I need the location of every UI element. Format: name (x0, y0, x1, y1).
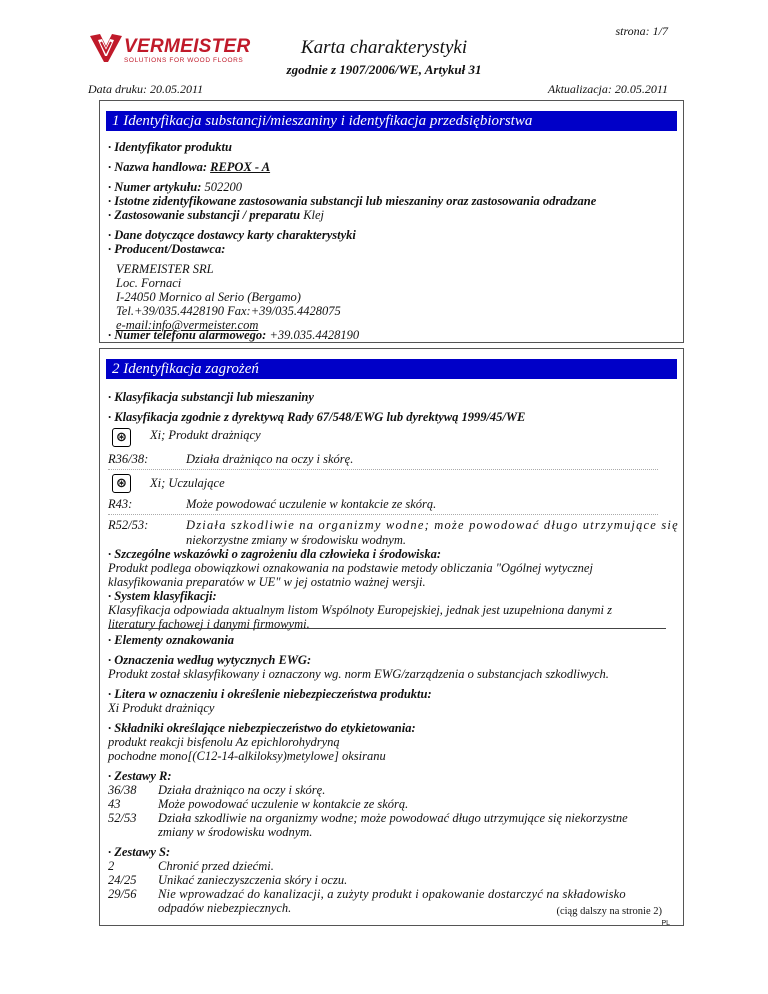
r52-code: R52/53: (108, 518, 149, 532)
update-date: Aktualizacja: 20.05.2011 (547, 82, 668, 96)
r-phrase-code: 43 (108, 797, 121, 811)
s-phrases-label: · Zestawy S: (108, 845, 171, 859)
special-hazards-label: · Szczególne wskazówki o zagrożeniu dla człowieka i środowiska: (108, 547, 442, 561)
supplier-details: · Dane dotyczące dostawcy karty charakterystyki (108, 228, 356, 242)
directive-heading: · Klasyfikacja zgodnie z dyrektywą Rady 67/548/EWG lub dyrektywą 1999/45/WE (108, 410, 526, 424)
section-1-title: 1 Identyfikacja substancji/mieszaniny i identyfikacja przedsiębiorstwa (106, 111, 677, 131)
divider (108, 628, 666, 629)
components-1: produkt reakcji bisfenolu Az epichlorohydryną (108, 735, 340, 749)
r43-code: R43: (108, 497, 133, 511)
address-line-2: Loc. Fornaci (116, 276, 182, 290)
address-line-4: Tel.+39/035.4428190 Fax:+39/035.4428075 (116, 304, 341, 318)
article-line (108, 180, 242, 195)
classification-heading: · Klasyfikacja substancji lub mieszaniny (108, 390, 314, 404)
s-phrase-code: 24/25 (108, 873, 137, 887)
producer-label: · Producent/Dostawca: (108, 242, 226, 256)
identified-uses: · Istotne zidentyfikowane zastosowania substancji lub mieszaniny oraz zastosowania odradzane (108, 194, 597, 208)
usage-line (108, 208, 324, 223)
trade-name-label: · Nazwa handlowa: (108, 160, 207, 174)
print-date: Data druku: 20.05.2011 (88, 82, 204, 96)
emergency-number: +39.035.4428190 (269, 328, 360, 342)
r-phrase-text: Działa drażniąco na oczy i skórę. (158, 783, 326, 797)
logo-brand: VERMEISTER (124, 36, 251, 57)
components-label: · Składniki określające niebezpieczeństwo do etykietowania: (108, 721, 416, 735)
r-phrase-code: 52/53 (108, 811, 137, 825)
s-phrase-code: 2 (108, 859, 115, 873)
s-phrase-code: 29/56 (108, 887, 137, 901)
r52-text-2: niekorzystne zmiany w środowisku wodnym. (186, 533, 407, 547)
s-phrase-text: Chronić przed dziećmi. (158, 859, 274, 873)
r43-text: Może powodować uczulenie w kontakcie ze skórą. (186, 497, 437, 511)
trade-name-line (108, 160, 270, 175)
r36-code: R36/38: (108, 452, 149, 466)
r-phrase-continuation: zmiany w środowisku wodnym. (158, 825, 313, 839)
xi-sensitizing-icon: ⊛ (112, 474, 131, 493)
hazard-sensitizing: Xi; Uczulające (150, 476, 225, 490)
dotted-separator (108, 469, 658, 470)
email-link[interactable]: e-mail:info@vermeister.com (116, 318, 259, 332)
article-number: 502200 (204, 180, 243, 194)
address-line-3: I-24050 Mornico al Serio (Bergamo) (116, 290, 301, 304)
language-code: PL (661, 920, 670, 927)
system-text-1: Klasyfikacja odpowiada aktualnym listom Wspólnoty Europejskiej, jednak jest uzupełniona danymi z (108, 603, 612, 617)
xi-hazard-icon: ⊛ (112, 428, 131, 447)
article-label: · Numer artykułu: (108, 180, 202, 194)
letter-label: · Litera w oznaczeniu i określenie niebezpieczeństwa produktu: (108, 687, 432, 701)
hazard-irritant: Xi; Produkt drażniący (150, 428, 261, 442)
emergency-label: · Numer telefonu alarmowego: (108, 328, 267, 342)
system-text-2: literatury fachowej i danymi firmowymi. (108, 617, 310, 631)
s-phrase-text: Nie wprowadzać do kanalizacji, a zużyty produkt i opakowanie dostarczyć na składowisko (158, 887, 626, 901)
s-phrase-continuation: odpadów niebezpiecznych. (158, 901, 292, 915)
continued-note: (ciąg dalszy na stronie 2) (556, 906, 662, 917)
ewg-label: · Oznaczenia według wytycznych EWG: (108, 653, 312, 667)
section-2-title: 2 Identyfikacja zagrożeń (106, 359, 677, 379)
label-elements-heading: · Elementy oznakowania (108, 633, 235, 647)
system-label: · System klasyfikacji: (108, 589, 217, 603)
r-phrase-text: Działa szkodliwie na organizmy wodne; może powodować długo utrzymujące się niekorzystne (158, 811, 628, 825)
usage-value: Klej (303, 208, 325, 222)
r36-text: Działa drażniąco na oczy i skórę. (186, 452, 354, 466)
ewg-text: Produkt został sklasyfikowany i oznaczony wg. norm EWG/zarządzenia o substancjach szkodliwych. (108, 667, 609, 681)
page-number: strona: 1/7 (615, 24, 668, 38)
document-subtitle: zgodnie z 1907/2006/WE, Artykuł 31 (286, 62, 482, 77)
special-hazards-1: Produkt podlega obowiązkowi oznakowania na podstawie metody obliczania "Ogólnej wytycznej (108, 561, 593, 575)
usage-label: · Zastosowanie substancji / preparatu (108, 208, 301, 222)
dotted-separator (108, 514, 658, 515)
special-hazards-2: klasyfikowania preparatów w UE" w jej ostatnio ważnej wersji. (108, 575, 426, 589)
product-identifier: · Identyfikator produktu (108, 140, 232, 154)
components-2: pochodne mono[(C12-14-alkiloksy)metylowe] oksiranu (108, 749, 386, 763)
r52-text-1: Działa szkodliwie na organizmy wodne; może powodować długo utrzymujące się (186, 518, 679, 532)
s-phrase-text: Unikać zanieczyszczenia skóry i oczu. (158, 873, 348, 887)
r-phrase-code: 36/38 (108, 783, 137, 797)
r-phrase-text: Może powodować uczulenie w kontakcie ze skórą. (158, 797, 409, 811)
logo-tagline: SOLUTIONS FOR WOOD FLOORS (124, 57, 244, 64)
trade-name: REPOX - A (210, 160, 271, 174)
emergency-line (108, 328, 359, 343)
r-phrases-label: · Zestawy R: (108, 769, 172, 783)
letter-text: Xi Produkt drażniący (108, 701, 215, 715)
document-title: Karta charakterystyki (300, 37, 468, 58)
address-line-1: VERMEISTER SRL (116, 262, 214, 276)
